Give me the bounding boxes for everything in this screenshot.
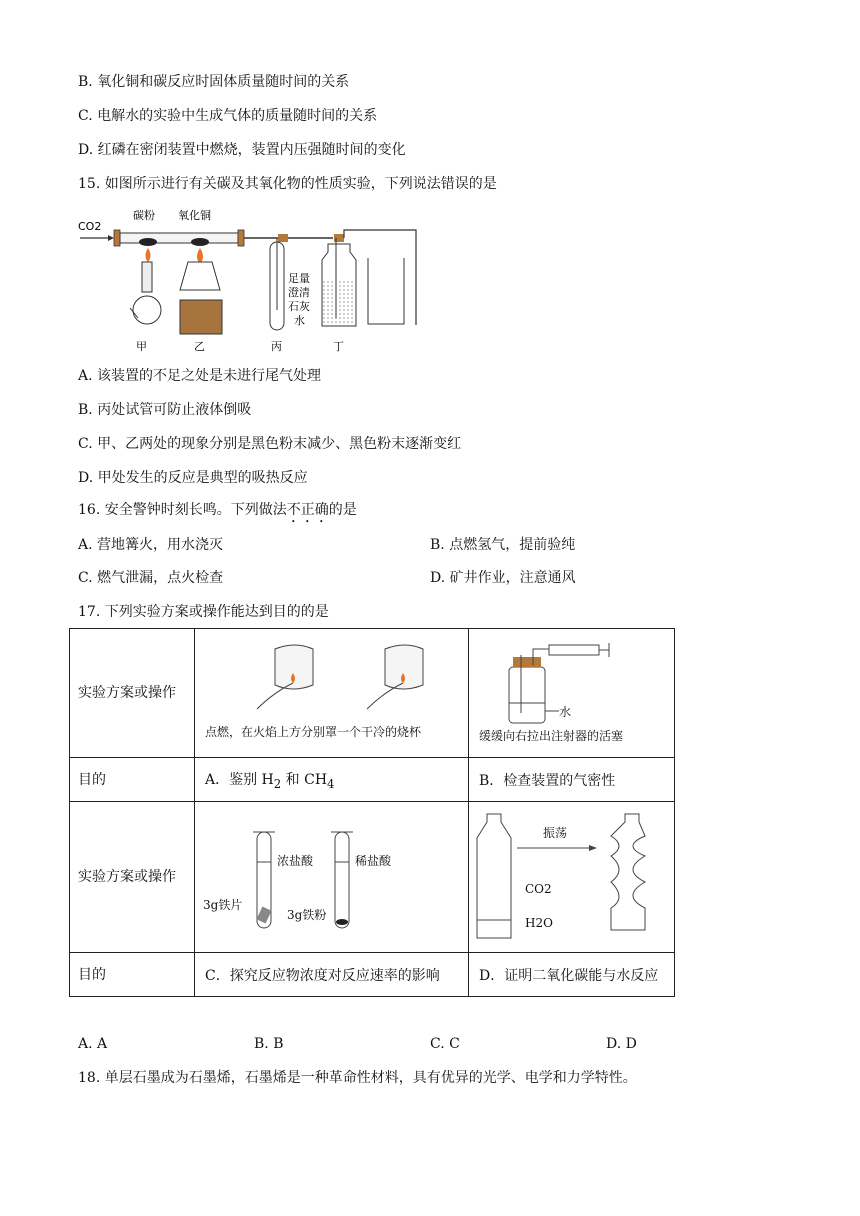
bottle-co2-label: CO2 — [525, 882, 552, 896]
q15-apparatus-diagram — [78, 200, 418, 354]
q16-option-d: D. 矿井作业，注意通风 — [430, 570, 576, 586]
q15-option-c: C. 甲、乙两处的现象分别是黑色粉末减少、黑色粉末逐渐变红 — [78, 436, 462, 452]
q17-experiment-table — [69, 628, 675, 997]
row4-label: 目的 — [70, 953, 195, 997]
row1-label: 实验方案或操作 — [70, 629, 195, 758]
q17-answer-b: B. B — [254, 1036, 284, 1052]
goal-a: A．鉴别 $H_2$ 和 $CH_4$ — [195, 758, 469, 802]
limewater-label-2: 澄清 — [288, 286, 310, 299]
iron-sheet-label: 3g铁片 — [203, 898, 243, 912]
q14-option-c: C. 电解水的实验中生成气体的质量随时间的关系 — [78, 108, 378, 124]
label-yi: 乙 — [194, 340, 205, 353]
emphasis-not-correct: 不正确 — [286, 502, 329, 518]
q14-option-b: B. 氧化铜和碳反应时固体质量随时间的关系 — [78, 74, 350, 90]
limewater-label-3: 石灰 — [288, 300, 310, 313]
shake-label: 振荡 — [543, 826, 568, 840]
q17-answer-d: D. D — [606, 1036, 637, 1052]
q16-stem: 16. 安全警钟时刻长鸣。下列做法不正确的是 — [78, 502, 357, 518]
q15-option-b: B. 丙处试管可防止液体倒吸 — [78, 402, 252, 418]
q15-option-a: A. 该装置的不足之处是未进行尾气处理 — [78, 368, 322, 384]
q15-stem: 15. 如图所示进行有关碳及其氧化物的性质实验，下列说法错误的是 — [78, 176, 497, 192]
iron-powder-label: 3g铁粉 — [287, 908, 327, 922]
q18-stem: 18. 单层石墨成为石墨烯，石墨烯是一种革命性材料，具有优异的光学、电学和力学特性。 — [78, 1070, 637, 1086]
test-tubes-diagram — [195, 802, 468, 948]
q14-option-d: D. 红磷在密闭装置中燃烧，装置内压强随时间的变化 — [78, 142, 406, 158]
dilute-acid-label: 稀盐酸 — [355, 854, 392, 868]
cell-c-setup — [195, 802, 469, 953]
label-ding: 丁 — [333, 340, 344, 353]
cell-a-setup — [195, 629, 469, 758]
q16-option-b: B. 点燃氢气，提前验纯 — [430, 537, 576, 553]
row3-label: 实验方案或操作 — [70, 802, 195, 953]
water-label: 水 — [559, 705, 572, 719]
limewater-label-1: 足量 — [288, 272, 310, 285]
bottle-shake-diagram — [469, 802, 674, 948]
q16-option-a: A. 营地篝火，用水浇灭 — [78, 537, 224, 553]
goal-b: B．检查装置的气密性 — [469, 758, 675, 802]
bottle-h2o-label: H2O — [525, 916, 553, 930]
q17-answer-c: C. C — [430, 1036, 460, 1052]
carbon-powder-label: 碳粉 — [133, 209, 155, 222]
row2-label: 目的 — [70, 758, 195, 802]
co2-label: CO2 — [78, 220, 102, 233]
q17-answer-a: A. A — [78, 1036, 108, 1052]
label-bing: 丙 — [271, 340, 282, 353]
goal-d: D．证明二氧化碳能与水反应 — [469, 953, 675, 997]
goal-c: C．探究反应物浓度对反应速率的影响 — [195, 953, 469, 997]
cell-d-setup — [469, 802, 675, 953]
conc-acid-label: 浓盐酸 — [277, 854, 314, 868]
q17-stem: 17. 下列实验方案或操作能达到目的的是 — [78, 604, 329, 620]
label-jia: 甲 — [136, 340, 147, 353]
copper-oxide-label: 氧化铜 — [178, 209, 211, 222]
q15-option-d: D. 甲处发生的反应是典型的吸热反应 — [78, 470, 308, 486]
q16-option-c: C. 燃气泄漏，点火检查 — [78, 570, 224, 586]
limewater-label-4: 水 — [294, 314, 305, 327]
cell-b-setup — [469, 629, 675, 758]
cell-b-caption: 缓缓向右拉出注射器的活塞 — [479, 729, 624, 743]
cell-a-caption: 点燃，在火焰上方分别罩一个干冷的烧杯 — [205, 725, 422, 739]
